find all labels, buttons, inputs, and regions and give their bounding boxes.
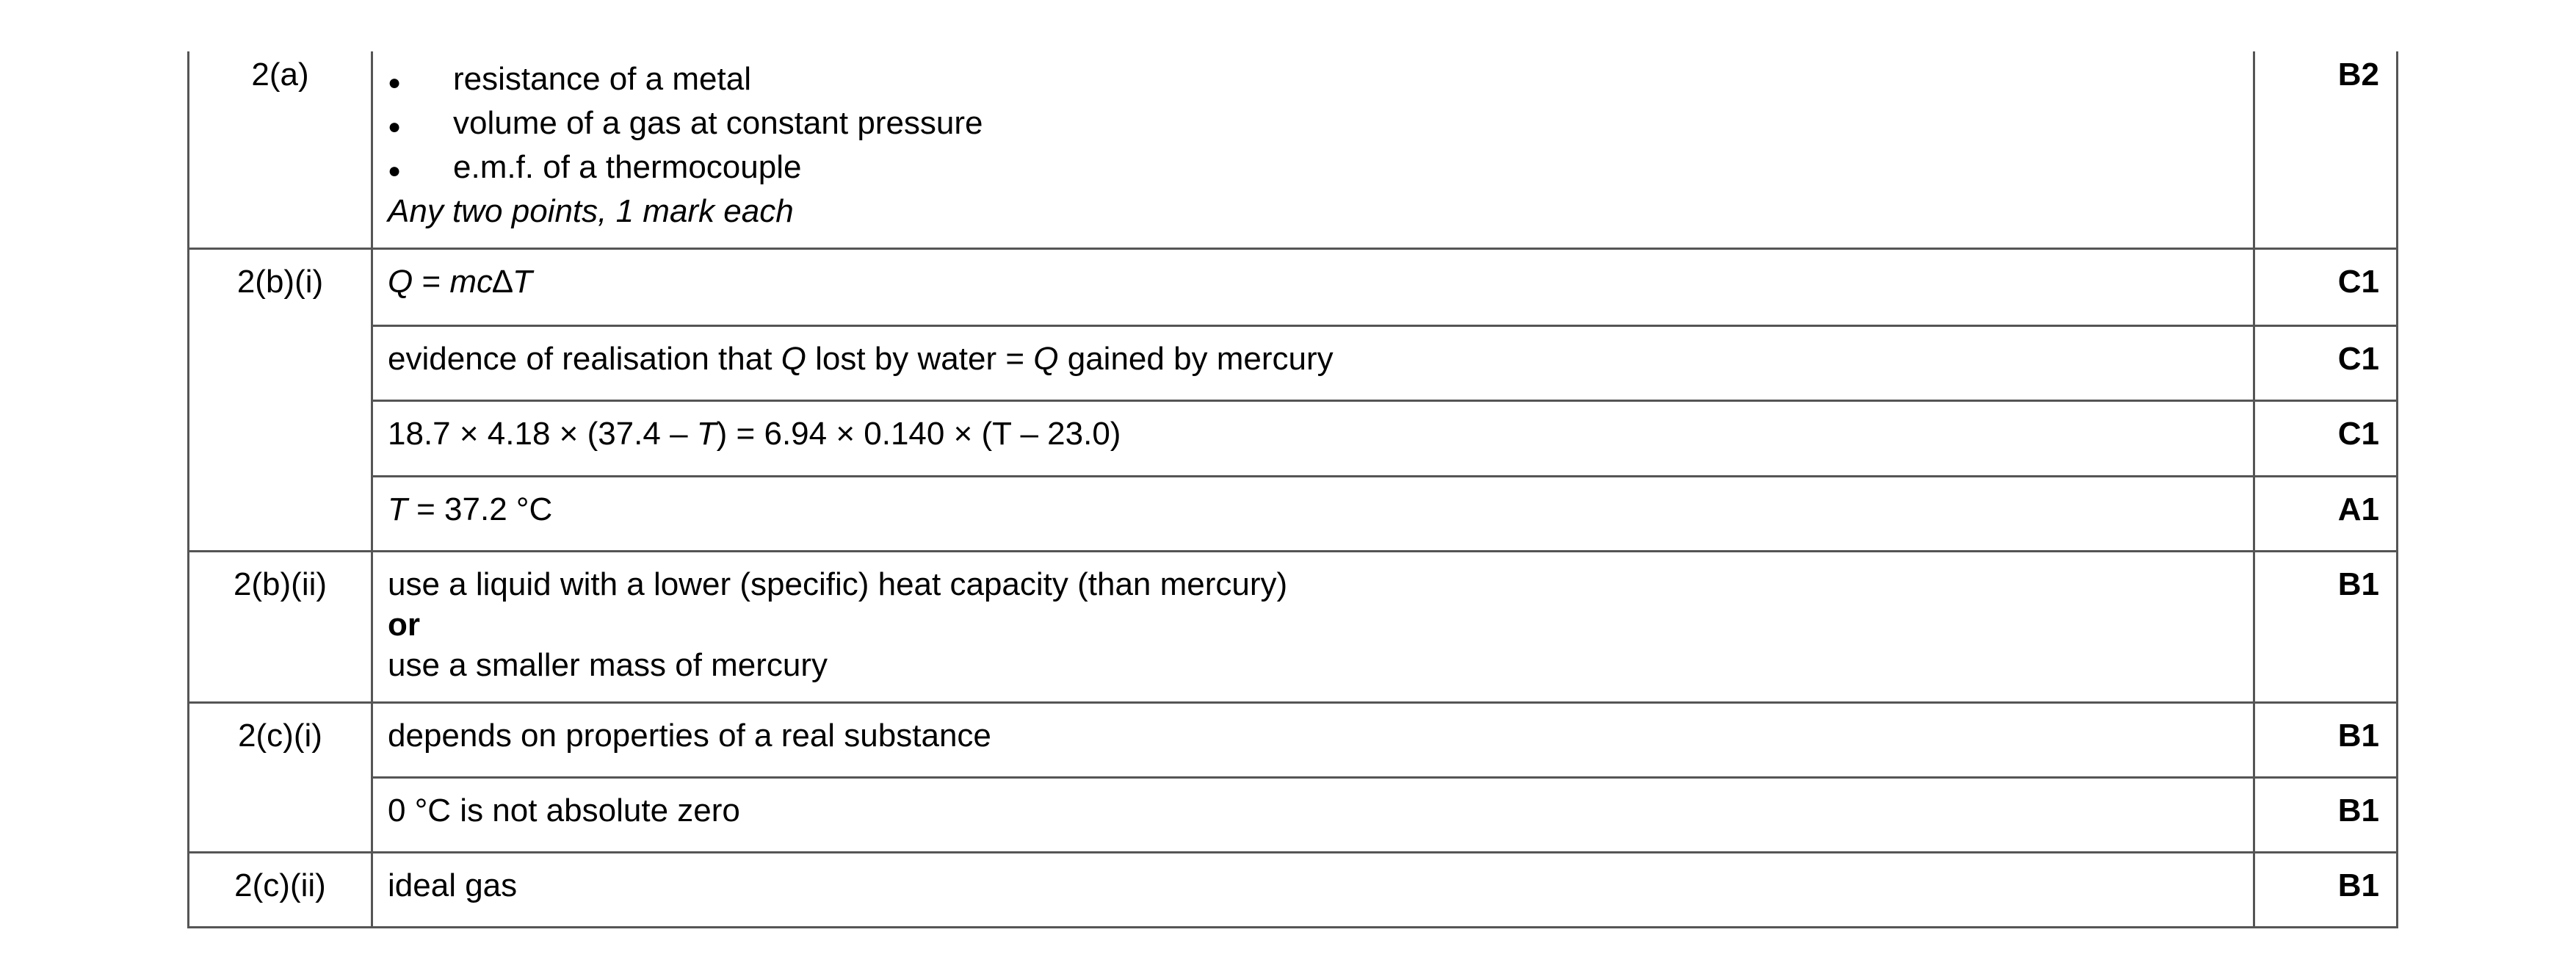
mark-cell — [2254, 778, 2398, 853]
answer-cell — [372, 51, 2254, 249]
mark-code: C1 — [2337, 341, 2379, 377]
text-run: evidence of realisation that — [388, 341, 781, 377]
table-row — [189, 552, 2398, 703]
question-number: 2(a) — [251, 57, 309, 93]
list-item — [388, 103, 2238, 147]
answer-cell — [372, 853, 2254, 928]
mark-code: B1 — [2337, 718, 2379, 754]
mark-cell — [2254, 249, 2398, 326]
question-number: 2(c)(ii) — [234, 867, 326, 903]
table-row — [189, 51, 2398, 249]
question-number-cell — [189, 703, 372, 853]
mark-cell — [2254, 326, 2398, 401]
answer-line-1: use a liquid with a lower (specific) heat capacity (than mercury) — [388, 566, 1288, 602]
italic-symbol: mc — [449, 264, 493, 300]
bullet-icon: ● — [388, 115, 402, 139]
mark-code: B1 — [2337, 566, 2379, 602]
text-run: lost by water = — [806, 341, 1034, 377]
mark-cell — [2254, 51, 2398, 249]
mark-code: B1 — [2337, 867, 2379, 903]
table-row — [189, 778, 2398, 853]
table-row — [189, 477, 2398, 552]
bullet-icon: ● — [388, 71, 402, 95]
text-run: gained by mercury — [1058, 341, 1334, 377]
question-number-cell — [189, 51, 372, 249]
bullet-text: volume of a gas at constant pressure — [453, 105, 983, 141]
answer-text: depends on properties of a real substance — [388, 718, 991, 754]
marking-note: Any two points, 1 mark each — [388, 193, 794, 229]
answer-text — [373, 402, 2253, 470]
table-row — [189, 401, 2398, 477]
mark-code: A1 — [2337, 491, 2379, 527]
answer-cell — [372, 249, 2254, 326]
answer-cell — [372, 552, 2254, 703]
mark-cell — [2254, 552, 2398, 703]
text-run: = — [413, 264, 450, 300]
mark-cell — [2254, 401, 2398, 477]
question-number: 2(c)(i) — [238, 718, 322, 754]
list-item — [388, 59, 2238, 103]
mark-code: B1 — [2337, 793, 2379, 829]
italic-symbol: Q — [388, 264, 413, 300]
answer-cell — [372, 401, 2254, 477]
answer-text — [373, 250, 2253, 318]
list-item — [388, 147, 2238, 191]
answer-cell — [372, 326, 2254, 401]
text-run: ∆ — [493, 264, 513, 300]
text-run: ) = 6.94 × 0.140 × (T – 23.0) — [716, 416, 1121, 452]
italic-symbol: Q — [781, 341, 806, 377]
table-row — [189, 853, 2398, 928]
answer-text — [373, 327, 2253, 395]
bullet-text: e.m.f. of a thermocouple — [453, 149, 802, 185]
mark-code: B2 — [2337, 57, 2379, 93]
table-row — [189, 326, 2398, 401]
table-row — [189, 249, 2398, 326]
bullet-icon: ● — [388, 159, 402, 183]
italic-symbol: T — [512, 264, 532, 300]
italic-symbol: T — [696, 416, 717, 452]
mark-code: C1 — [2337, 416, 2379, 452]
answer-text — [373, 477, 2253, 546]
mark-scheme-table — [187, 51, 2398, 928]
answer-cell — [372, 703, 2254, 778]
answer-line-2: use a smaller mass of mercury — [388, 647, 828, 683]
italic-symbol: T — [388, 491, 408, 527]
answer-cell — [372, 778, 2254, 853]
table-row — [189, 703, 2398, 778]
bullet-text: resistance of a metal — [453, 61, 751, 97]
mark-code: C1 — [2337, 264, 2379, 300]
mark-cell — [2254, 853, 2398, 928]
answer-text: ideal gas — [388, 867, 518, 903]
question-number: 2(b)(ii) — [233, 566, 328, 602]
alternative-or: or — [388, 607, 420, 643]
question-number: 2(b)(i) — [236, 264, 324, 300]
answer-cell — [372, 477, 2254, 552]
question-number-cell — [189, 552, 372, 703]
mark-cell — [2254, 477, 2398, 552]
question-number-cell — [189, 249, 372, 552]
question-number-cell — [189, 853, 372, 928]
text-run: 18.7 × 4.18 × (37.4 – — [388, 416, 697, 452]
mark-cell — [2254, 703, 2398, 778]
italic-symbol: Q — [1033, 341, 1059, 377]
text-run: = 37.2 °C — [407, 491, 553, 527]
answer-text: 0 °C is not absolute zero — [388, 793, 740, 829]
